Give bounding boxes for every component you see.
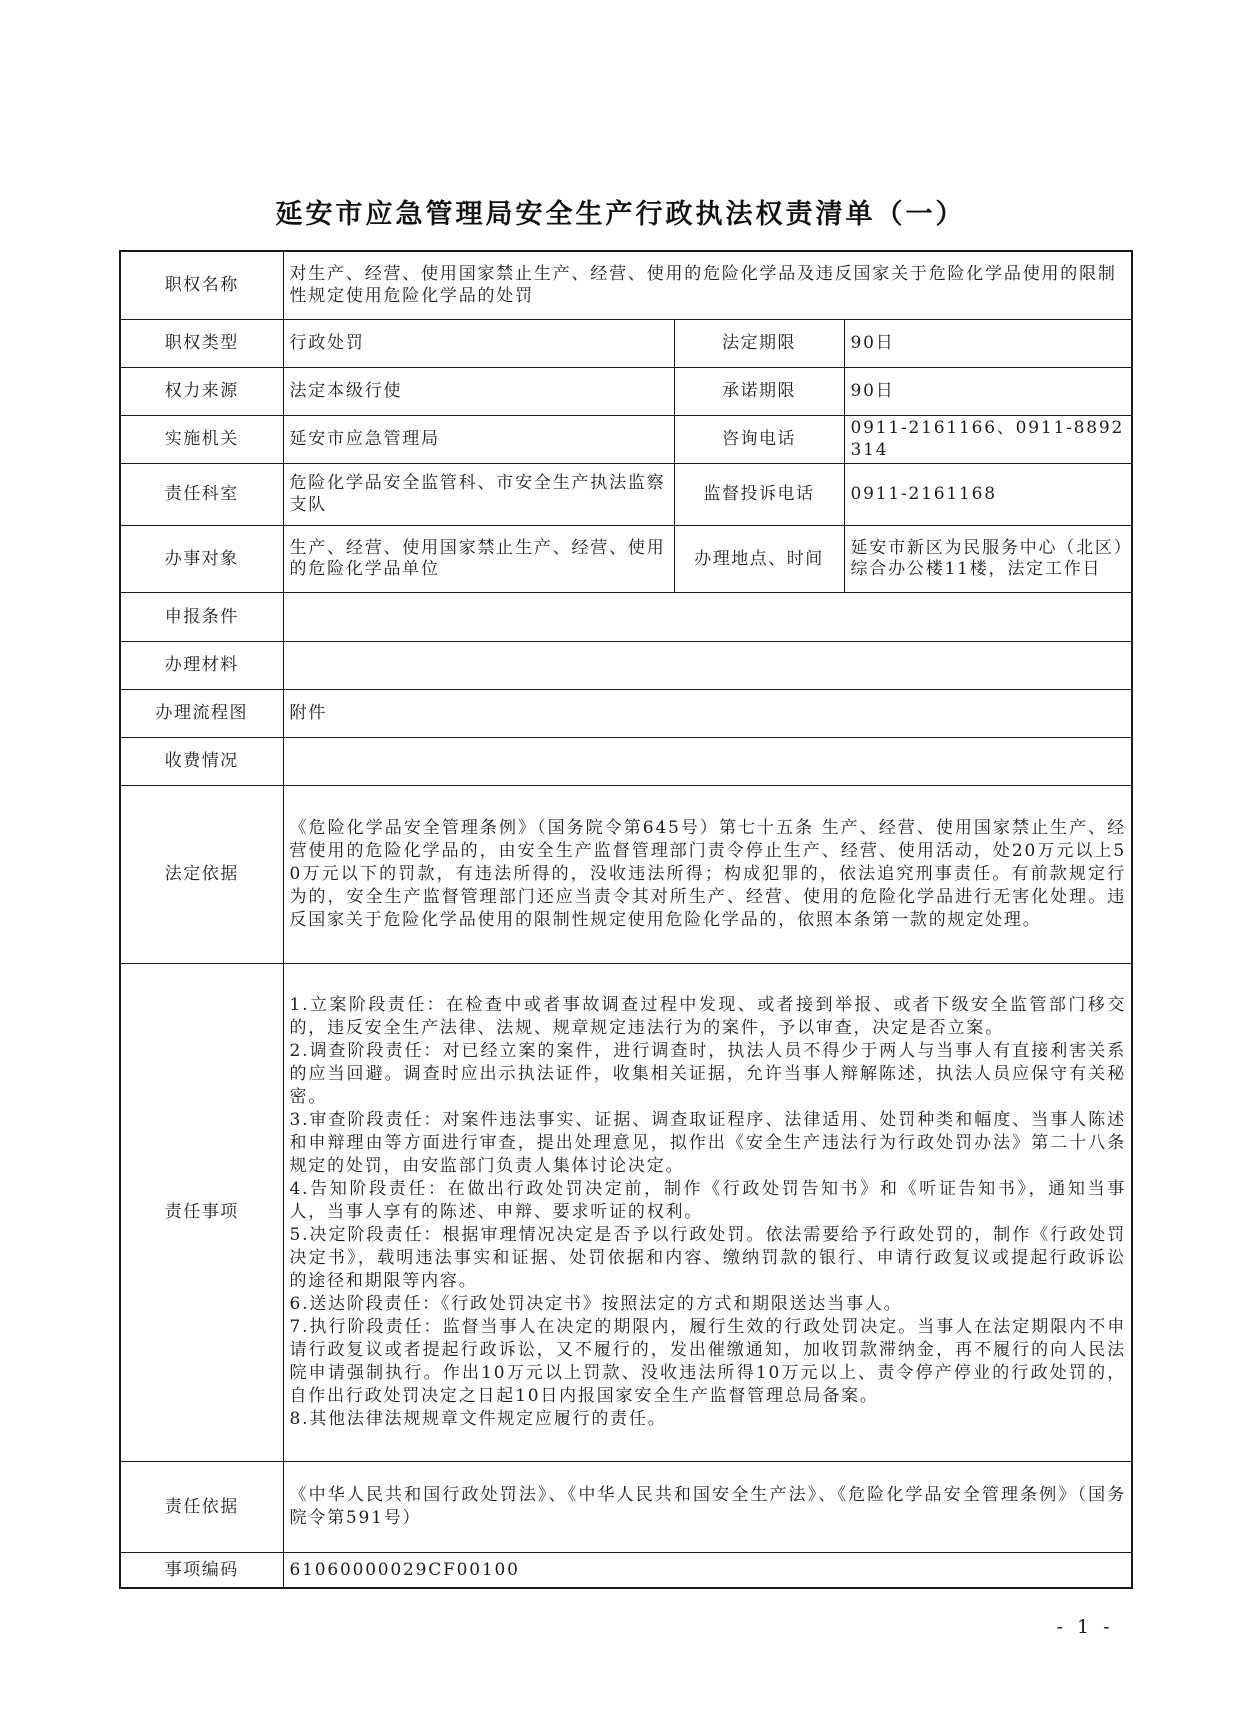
row-implementing-agency [120,415,1132,463]
value-responsibility-basis: 《中华人民共和国行政处罚法》、《中华人民共和国安全生产法》、《危险化学品安全管理条例》（国务院令第591号） [283,1461,1132,1552]
row-item-code [120,1552,1132,1588]
row-fees [120,737,1132,785]
responsibility-item: 2.调查阶段责任：对已经立案的案件，进行调查时，执法人员不得少于两人与当事人有直接利害关系的应当回避。调查时应出示执法证件，收集相关证据，允许当事人辩解陈述，执法人员应保守有关秘密。 [289,1040,1127,1107]
value-item-code: 61060000029CF00100 [283,1552,1132,1588]
value-responsible-department: 危险化学品安全监管科、市安全生产执法监察支队 [283,463,674,525]
value-complaint-phone: 0911-2161168 [844,463,1132,525]
row-process-flowchart [120,689,1132,737]
label-application-conditions: 申报条件 [120,592,283,641]
label-responsibility-basis: 责任依据 [120,1461,283,1552]
page-number: - 1 - [1056,1616,1114,1638]
responsibility-item: 6.送达阶段责任：《行政处罚决定书》按照法定的方式和期限送达当事人。 [289,1293,903,1314]
row-legal-basis [120,785,1132,963]
label-service-location-time: 办理地点、时间 [674,525,844,592]
rights-table [119,250,1133,1589]
value-legal-time-limit: 90日 [844,319,1132,367]
value-power-name: 对生产、经营、使用国家禁止生产、经营、使用的危险化学品及违反国家关于危险化学品使用的限制性规定使用危险化学品的处罚 [283,251,1132,319]
label-consultation-phone: 咨询电话 [674,415,844,463]
value-service-target: 生产、经营、使用国家禁止生产、经营、使用的危险化学品单位 [283,525,674,592]
value-power-source: 法定本级行使 [283,367,674,415]
value-consultation-phone: 0911-2161166、0911-8892314 [844,415,1132,463]
value-implementing-agency: 延安市应急管理局 [283,415,674,463]
value-service-location-time: 延安市新区为民服务中心（北区）综合办公楼11楼，法定工作日 [844,525,1132,592]
value-responsibilities [283,963,1132,1461]
label-legal-time-limit: 法定期限 [674,319,844,367]
label-implementing-agency: 实施机关 [120,415,283,463]
row-power-name [120,251,1132,319]
value-power-type: 行政处罚 [283,319,674,367]
value-process-flowchart: 附件 [283,689,1132,737]
row-service-target [120,525,1132,592]
label-promised-time-limit: 承诺期限 [674,367,844,415]
row-responsibility-basis [120,1461,1132,1552]
label-power-type: 职权类型 [120,319,283,367]
value-application-materials [283,641,1132,689]
label-power-source: 权力来源 [120,367,283,415]
row-power-type [120,319,1132,367]
value-application-conditions [283,592,1132,641]
responsibility-item: 3.审查阶段责任：对案件违法事实、证据、调查取证程序、法律适用、处罚种类和幅度、当事人陈述和申辩理由等方面进行审查，提出处理意见，拟作出《安全生产违法行为行政处罚办法》第二十八条规定的处罚，由安监部门负责人集体讨论决定。 [289,1109,1127,1176]
responsibility-item: 4.告知阶段责任：在做出行政处罚决定前，制作《行政处罚告知书》和《听证告知书》，通知当事人，当事人享有的陈述、申辩、要求听证的权利。 [289,1178,1127,1222]
value-fees [283,737,1132,785]
row-application-materials [120,641,1132,689]
value-legal-basis: 《危险化学品安全管理条例》（国务院令第645号）第七十五条 生产、经营、使用国家禁止生产、经营使用的危险化学品的，由安全生产监督管理部门责令停止生产、经营、使用活动，处20万元以上50万元以下的罚款，有违法所得的，没收违法所得；构成犯罪的，依法追究刑事责任。有前款规定行为的，安全生产监督管理部门还应当责令其对所生产、经营、使用的危险化学品进行无害化处理。违反国家关于危险化学品使用的限制性规定使用危险化学品的，依照本条第一款的规定处理。 [283,785,1132,963]
label-item-code: 事项编码 [120,1552,283,1588]
label-fees: 收费情况 [120,737,283,785]
label-legal-basis: 法定依据 [120,785,283,963]
responsibility-item: 8.其他法律法规规章文件规定应履行的责任。 [289,1408,667,1429]
document-title: 延安市应急管理局安全生产行政执法权责清单（一） [275,199,966,230]
row-power-source [120,367,1132,415]
row-application-conditions [120,592,1132,641]
responsibility-item: 1.立案阶段责任：在检查中或者事故调查过程中发现、或者接到举报、或者下级安全监管部门移交的，违反安全生产法律、法规、规章规定违法行为的案件，予以审查，决定是否立案。 [289,994,1127,1038]
responsibility-item: 5.决定阶段责任：根据审理情况决定是否予以行政处罚。依法需要给予行政处罚的，制作《行政处罚决定书》，载明违法事实和证据、处罚依据和内容、缴纳罚款的银行、申请行政复议或提起行政诉讼的途径和期限等内容。 [289,1224,1127,1291]
value-promised-time-limit: 90日 [844,367,1132,415]
label-responsibilities: 责任事项 [120,963,283,1461]
label-process-flowchart: 办理流程图 [120,689,283,737]
label-application-materials: 办理材料 [120,641,283,689]
responsibility-item: 7.执行阶段责任：监督当事人在决定的期限内，履行生效的行政处罚决定。当事人在法定期限内不申请行政复议或者提起行政诉讼，又不履行的，发出催缴通知，加收罚款滞纳金，再不履行的向人民法院申请强制执行。作出10万元以上罚款、没收违法所得10万元以上、责令停产停业的行政处罚的，自作出行政处罚决定之日起10日内报国家安全生产监督管理总局备案。 [289,1316,1127,1406]
label-power-name: 职权名称 [120,251,283,319]
label-responsible-department: 责任科室 [120,463,283,525]
row-responsibilities [120,963,1132,1461]
label-service-target: 办事对象 [120,525,283,592]
row-responsible-department [120,463,1132,525]
label-complaint-phone: 监督投诉电话 [674,463,844,525]
